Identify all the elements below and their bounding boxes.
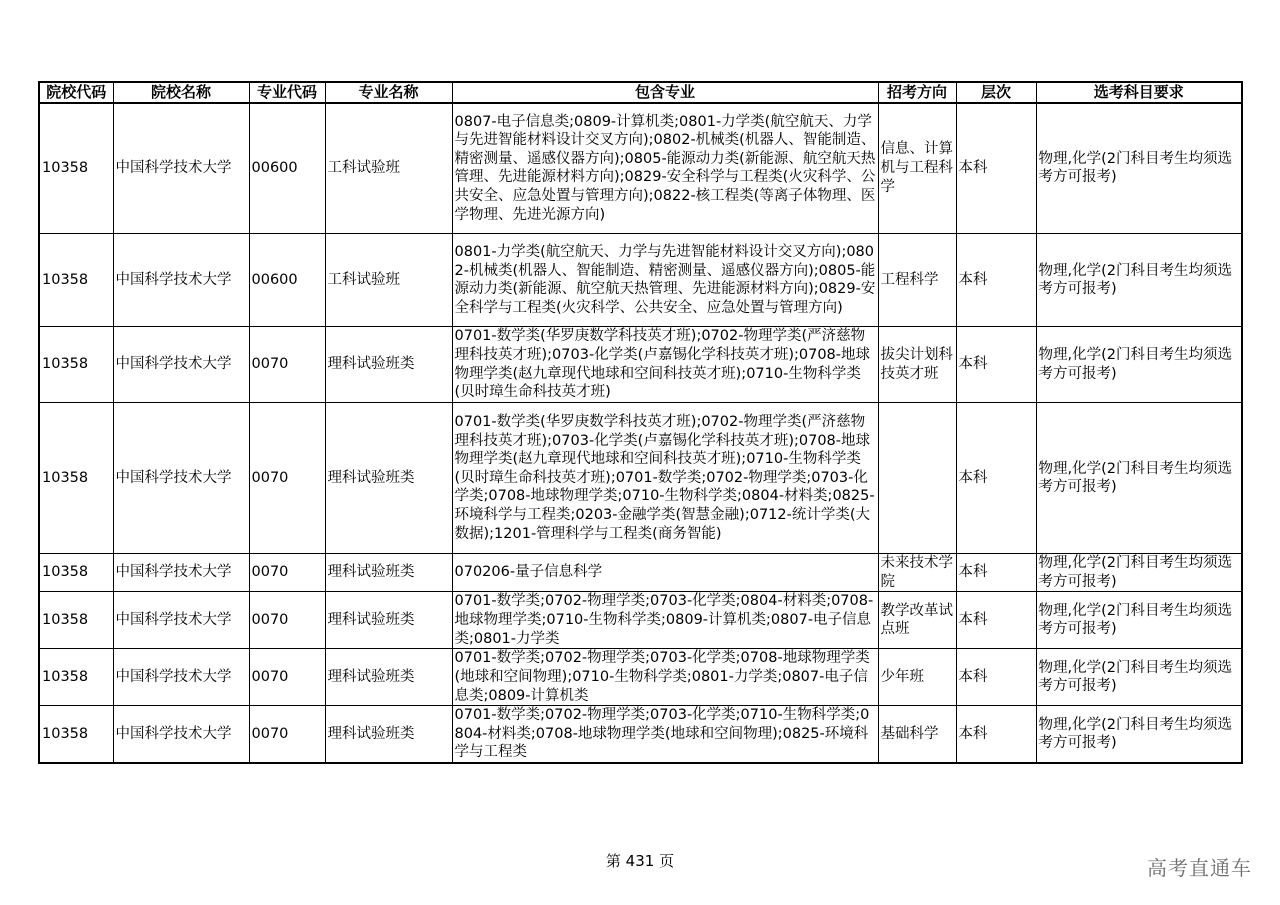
table-row — [39, 649, 1242, 706]
cell-major-name: 理科试验班类 — [325, 554, 452, 592]
cell-major-name: 理科试验班类 — [325, 403, 452, 554]
admission-table — [38, 81, 1243, 764]
cell-direction: 少年班 — [878, 649, 956, 706]
cell-direction: 工程科学 — [878, 234, 956, 327]
cell-subject-requirement: 物理,化学(2门科目考生均须选考方可报考) — [1036, 403, 1242, 554]
header-level: 层次 — [956, 82, 1036, 103]
cell-included-majors: 070206-量子信息科学 — [452, 554, 878, 592]
cell-major-name: 工科试验班 — [325, 234, 452, 327]
cell-subject-requirement: 物理,化学(2门科目考生均须选考方可报考) — [1036, 592, 1242, 649]
cell-major-name: 理科试验班类 — [325, 327, 452, 403]
header-school-name: 院校名称 — [113, 82, 249, 103]
cell-school-name: 中国科学技术大学 — [113, 554, 249, 592]
cell-major-code: 0070 — [249, 649, 325, 706]
cell-subject-requirement: 物理,化学(2门科目考生均须选考方可报考) — [1036, 234, 1242, 327]
table-row — [39, 554, 1242, 592]
cell-school-name: 中国科学技术大学 — [113, 327, 249, 403]
cell-included-majors: 0701-数学类;0702-物理学类;0703-化学类;0710-生物科学类;0804-材料类;0708-地球物理学类(地球和空间物理);0825-环境科学与工程类 — [452, 706, 878, 763]
cell-major-code: 0070 — [249, 403, 325, 554]
cell-school-name: 中国科学技术大学 — [113, 706, 249, 763]
cell-school-name: 中国科学技术大学 — [113, 103, 249, 234]
cell-major-code: 0070 — [249, 592, 325, 649]
cell-included-majors: 0701-数学类(华罗庚数学科技英才班);0702-物理学类(严济慈物理科技英才班);0703-化学类(卢嘉锡化学科技英才班);0708-地球物理学类(赵九章现代地球和空间科技英才班);0710-生物科学类(贝时璋生命科技英才班);0701-数学类;0702-物理学类;0703-化学类;0708-地球物理学类;0710-生物科学类;0804-材料类;0825-环境科学与工程类;0203-金融学类(智慧金融);0712-统计学类(大数据);1201-管理科学与工程类(商务智能) — [452, 403, 878, 554]
cell-level: 本科 — [956, 554, 1036, 592]
cell-school-name: 中国科学技术大学 — [113, 592, 249, 649]
cell-subject-requirement: 物理,化学(2门科目考生均须选考方可报考) — [1036, 103, 1242, 234]
cell-direction: 教学改革试点班 — [878, 592, 956, 649]
cell-school-code: 10358 — [39, 403, 113, 554]
cell-major-code: 0070 — [249, 554, 325, 592]
header-major-code: 专业代码 — [249, 82, 325, 103]
cell-school-name: 中国科学技术大学 — [113, 403, 249, 554]
cell-direction: 未来技术学院 — [878, 554, 956, 592]
cell-school-code: 10358 — [39, 327, 113, 403]
cell-level: 本科 — [956, 592, 1036, 649]
cell-school-code: 10358 — [39, 103, 113, 234]
cell-level: 本科 — [956, 706, 1036, 763]
page-number: 第 431 页 — [605, 852, 675, 870]
table-row — [39, 234, 1242, 327]
cell-level: 本科 — [956, 649, 1036, 706]
watermark: 高考直通车 — [1147, 856, 1252, 880]
cell-subject-requirement: 物理,化学(2门科目考生均须选考方可报考) — [1036, 706, 1242, 763]
cell-school-code: 10358 — [39, 649, 113, 706]
cell-school-code: 10358 — [39, 554, 113, 592]
cell-direction: 基础科学 — [878, 706, 956, 763]
header-major-name: 专业名称 — [325, 82, 452, 103]
cell-school-name: 中国科学技术大学 — [113, 234, 249, 327]
cell-level: 本科 — [956, 403, 1036, 554]
header-included-majors: 包含专业 — [452, 82, 878, 103]
cell-included-majors: 0701-数学类(华罗庚数学科技英才班);0702-物理学类(严济慈物理科技英才班);0703-化学类(卢嘉锡化学科技英才班);0708-地球物理学类(赵九章现代地球和空间科技英才班);0710-生物科学类(贝时璋生命科技英才班) — [452, 327, 878, 403]
cell-included-majors: 0807-电子信息类;0809-计算机类;0801-力学类(航空航天、力学与先进智能材料设计交叉方向);0802-机械类(机器人、智能制造、精密测量、遥感仪器方向);0805-能源动力类(新能源、航空航天热管理、先进能源材料方向);0829-安全科学与工程类(火灾科学、公共安全、应急处置与管理方向);0822-核工程类(等离子体物理、医学物理、先进光源方向) — [452, 103, 878, 234]
table-row — [39, 592, 1242, 649]
table-row — [39, 706, 1242, 763]
cell-direction — [878, 403, 956, 554]
cell-subject-requirement: 物理,化学(2门科目考生均须选考方可报考) — [1036, 554, 1242, 592]
cell-direction: 信息、计算机与工程科学 — [878, 103, 956, 234]
table-row — [39, 103, 1242, 234]
cell-major-name: 工科试验班 — [325, 103, 452, 234]
cell-included-majors: 0701-数学类;0702-物理学类;0703-化学类;0708-地球物理学类(地球和空间物理);0710-生物科学类;0801-力学类;0807-电子信息类;0809-计算机类 — [452, 649, 878, 706]
cell-subject-requirement: 物理,化学(2门科目考生均须选考方可报考) — [1036, 327, 1242, 403]
cell-school-name: 中国科学技术大学 — [113, 649, 249, 706]
cell-major-name: 理科试验班类 — [325, 649, 452, 706]
table-row — [39, 327, 1242, 403]
cell-major-code: 00600 — [249, 234, 325, 327]
cell-level: 本科 — [956, 234, 1036, 327]
cell-school-code: 10358 — [39, 234, 113, 327]
header-subject-requirement: 选考科目要求 — [1036, 82, 1242, 103]
table-header-row — [39, 82, 1242, 103]
cell-major-code: 0070 — [249, 327, 325, 403]
header-direction: 招考方向 — [878, 82, 956, 103]
cell-major-name: 理科试验班类 — [325, 592, 452, 649]
cell-major-code: 00600 — [249, 103, 325, 234]
header-school-code: 院校代码 — [39, 82, 113, 103]
cell-level: 本科 — [956, 103, 1036, 234]
cell-major-name: 理科试验班类 — [325, 706, 452, 763]
cell-school-code: 10358 — [39, 592, 113, 649]
cell-included-majors: 0701-数学类;0702-物理学类;0703-化学类;0804-材料类;0708-地球物理学类;0710-生物科学类;0809-计算机类;0807-电子信息类;0801-力学类 — [452, 592, 878, 649]
cell-subject-requirement: 物理,化学(2门科目考生均须选考方可报考) — [1036, 649, 1242, 706]
cell-direction: 拔尖计划科技英才班 — [878, 327, 956, 403]
cell-included-majors: 0801-力学类(航空航天、力学与先进智能材料设计交叉方向);0802-机械类(机器人、智能制造、精密测量、遥感仪器方向);0805-能源动力类(新能源、航空航天热管理、先进能源材料方向);0829-安全科学与工程类(火灾科学、公共安全、应急处置与管理方向) — [452, 234, 878, 327]
cell-major-code: 0070 — [249, 706, 325, 763]
cell-level: 本科 — [956, 327, 1036, 403]
cell-school-code: 10358 — [39, 706, 113, 763]
table-row — [39, 403, 1242, 554]
